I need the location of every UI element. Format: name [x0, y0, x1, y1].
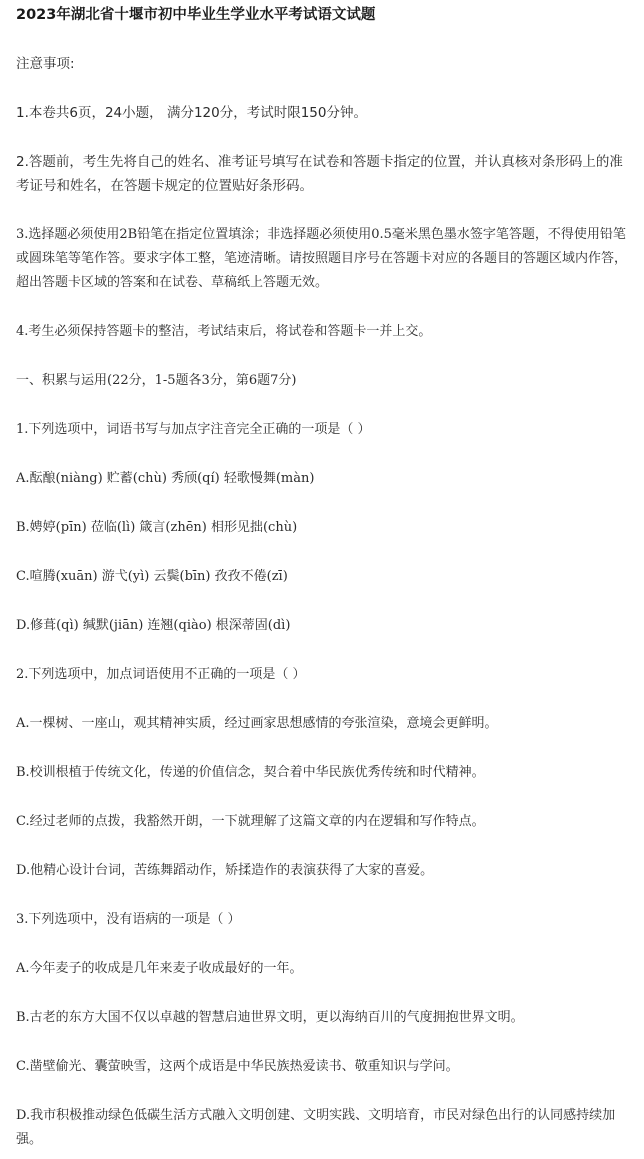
question-2-option-a: A.一棵树、一座山，观其精神实质，经过画家思想感情的夸张渲染，意境会更鲜明。	[16, 716, 498, 731]
notice-item-4: 4.考生必须保持答题卡的整洁，考试结束后，将试卷和答题卡一并上交。	[16, 324, 432, 339]
section-heading: 一、积累与运用(22分，1-5题各3分，第6题7分)	[16, 373, 297, 388]
question-1-option-d: D.修葺(qì) 缄默(jiān) 连翘(qiào) 根深蒂固(dì)	[16, 618, 291, 633]
question-1-option-c: C.喧腾(xuān) 游弋(yì) 云鬓(bīn) 孜孜不倦(zī)	[16, 569, 288, 584]
question-3-option-a: A.今年麦子的收成是几年来麦子收成最好的一年。	[16, 961, 303, 976]
notice-item-2: 2.答题前，考生先将自己的姓名、准考证号填写在试卷和答题卡指定的位置，并认真核对条形码上的准考证号和姓名，在答题卡规定的位置贴好条形码。	[16, 154, 623, 194]
notice-item-3: 3.选择题必须使用2B铅笔在指定位置填涂；非选择题必须使用0.5毫米黑色墨水签字笔答题，不得使用铅笔或圆珠笔等笔作答。要求字体工整，笔迹清晰。请按照题目序号在答题卡对应的各题目的答题区域内作答，超出答题卡区域的答案和在试卷、草稿纸上答题无效。	[16, 227, 628, 290]
question-2-option-d: D.他精心设计台词，苦练舞蹈动作，矫揉造作的表演获得了大家的喜爱。	[16, 863, 434, 878]
question-3-option-c: C.凿壁偷光、囊萤映雪，这两个成语是中华民族热爱读书、敬重知识与学问。	[16, 1059, 459, 1074]
question-1-option-a: A.酝酿(niàng) 贮蓄(chù) 秀颀(qí) 轻歌慢舞(màn)	[16, 471, 315, 486]
page-title: 2023年湖北省十堰市初中毕业生学业水平考试语文试题	[16, 7, 376, 23]
notice-heading: 注意事项:	[16, 56, 75, 72]
question-3-option-b: B.古老的东方大国不仅以卓越的智慧启迪世界文明，更以海纳百川的气度拥抱世界文明。	[16, 1010, 524, 1025]
question-2-option-b: B.校训根植于传统文化，传递的价值信念，契合着中华民族优秀传统和时代精神。	[16, 765, 485, 780]
question-3-option-d: D.我市积极推动绿色低碳生活方式融入文明创建、文明实践、文明培育，市民对绿色出行的认同感持续加强。	[16, 1108, 616, 1147]
question-3-stem: 3.下列选项中，没有语病的一项是（ ）	[16, 912, 241, 927]
notice-item-1: 1.本卷共6页，24小题， 满分120分，考试时限150分钟。	[16, 105, 367, 121]
question-2-option-c: C.经过老师的点拨，我豁然开朗，一下就理解了这篇文章的内在逻辑和写作特点。	[16, 814, 485, 829]
question-1-option-b: B.娉婷(pīn) 莅临(lì) 箴言(zhēn) 相形见拙(chù)	[16, 520, 298, 535]
question-2-stem: 2.下列选项中，加点词语使用不正确的一项是（ ）	[16, 667, 306, 682]
question-1-stem: 1.下列选项中，词语书写与加点字注音完全正确的一项是（ ）	[16, 422, 371, 437]
